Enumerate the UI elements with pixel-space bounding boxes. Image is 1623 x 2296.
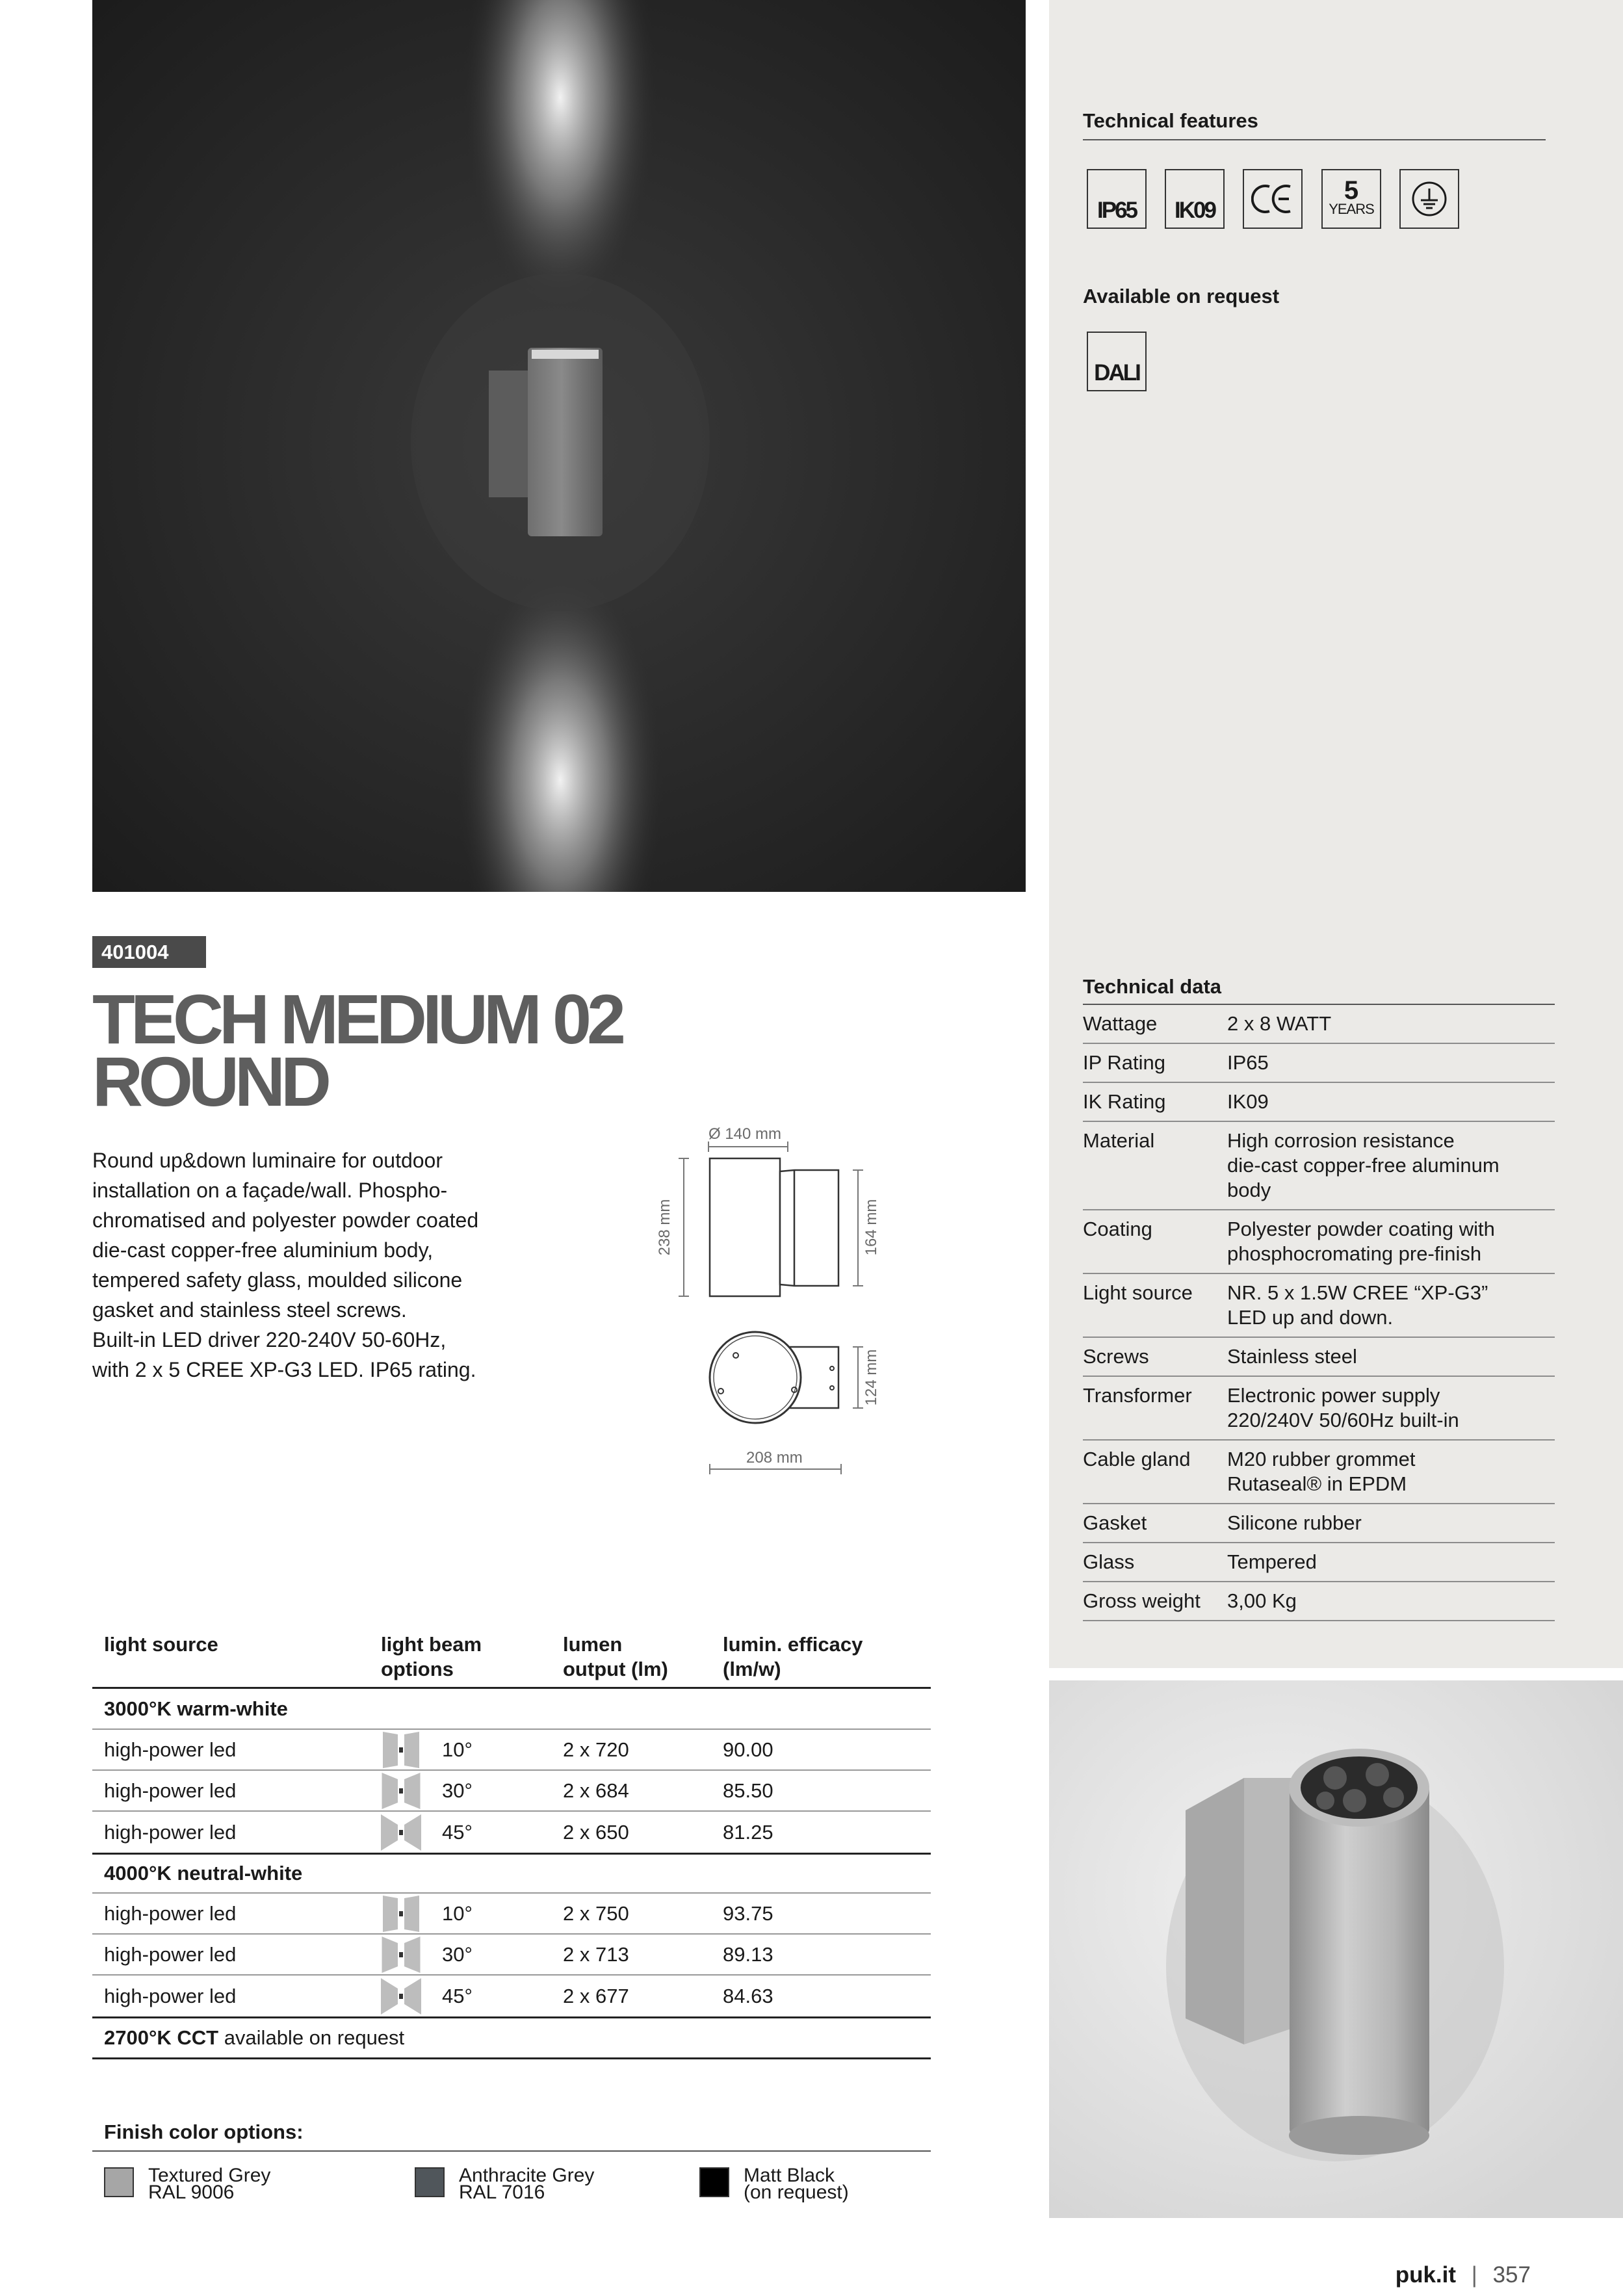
cell-lumen: 2 x 750 [563, 1901, 629, 1925]
table-row [92, 1812, 931, 1853]
cell-beam [381, 1773, 563, 1809]
cell-light-source: high-power led [104, 1779, 237, 1802]
cell-light-source: high-power led [104, 1738, 237, 1761]
tech-data-row [1083, 1377, 1555, 1441]
finish-label [148, 2167, 270, 2201]
tech-data-value [1227, 1128, 1555, 1203]
cell-beam [381, 1732, 563, 1768]
cct-note [92, 2016, 931, 2059]
beam-angle: 30° [442, 1779, 473, 1802]
tech-data-value [1227, 1344, 1555, 1369]
beam-angle: 10° [442, 1901, 473, 1925]
finish-label-line: RAL 9006 [148, 2182, 235, 2203]
product-code-badge: 401004 [92, 936, 206, 968]
finish-label [744, 2167, 849, 2201]
tech-data-row [1083, 1582, 1555, 1621]
earth-ground-icon [1399, 169, 1459, 229]
cell-lumen: 2 x 720 [563, 1738, 629, 1761]
light-beam-icon [381, 1978, 421, 2015]
ip65-icon: IP65 [1087, 169, 1147, 229]
tech-data-value-line: LED up and down. [1227, 1306, 1394, 1329]
cell-beam [381, 1937, 563, 1973]
tech-data-value-line: IP65 [1227, 1051, 1269, 1074]
description-line: Built-in LED driver 220-240V 50-60Hz, [92, 1328, 447, 1351]
tech-data-value-line: 220/240V 50/60Hz built-in [1227, 1409, 1459, 1431]
ik09-icon: IK09 [1165, 169, 1225, 229]
description-line: die-cast copper-free aluminium body, [92, 1238, 434, 1262]
tech-data-key: IK Rating [1083, 1090, 1166, 1113]
cell-efficacy: 81.25 [723, 1820, 773, 1844]
dali-icon: DALI [1087, 332, 1147, 391]
description-line: Round up&down luminaire for outdoor [92, 1149, 443, 1172]
tech-data-key: Gasket [1083, 1511, 1147, 1534]
tech-data-value-line: body [1227, 1179, 1271, 1201]
finish-title: Finish color options: [92, 2120, 931, 2152]
cell-efficacy: 84.63 [723, 1984, 773, 2007]
dim-total-height: 238 mm [656, 1199, 673, 1256]
finish-label-line: Matt Black [744, 2165, 835, 2186]
tech-data-value [1227, 1089, 1555, 1114]
color-temperature-group: 3000°K warm-white [92, 1689, 931, 1730]
cell-efficacy: 90.00 [723, 1738, 773, 1761]
finish-label-line: (on request) [744, 2182, 849, 2203]
dim-body-height: 164 mm [863, 1199, 880, 1256]
light-beam-icon [381, 1814, 421, 1851]
finish-color-options [92, 2120, 931, 2210]
warranty-5-years-icon: 5 YEARS [1321, 169, 1381, 229]
table-row [92, 1894, 931, 1935]
tech-data-value-line: 3,00 Kg [1227, 1589, 1297, 1612]
tech-data-key: Light source [1083, 1281, 1193, 1304]
tech-data-row [1083, 1005, 1555, 1044]
cell-lumen: 2 x 650 [563, 1820, 629, 1844]
tech-data-value-line: Stainless steel [1227, 1345, 1357, 1368]
tech-data-value [1227, 1589, 1555, 1613]
technical-features-title: Technical features [1083, 109, 1258, 132]
tech-data-value-line: Electronic power supply [1227, 1384, 1440, 1407]
cell-beam [381, 1978, 563, 2015]
tech-data-value-line: M20 rubber grommet [1227, 1448, 1416, 1470]
cell-beam [381, 1896, 563, 1932]
tech-data-value [1227, 1550, 1555, 1574]
cell-beam [381, 1814, 563, 1851]
tech-data-key: IP Rating [1083, 1051, 1165, 1074]
available-on-request-title: Available on request [1083, 285, 1280, 307]
tech-data-key: Coating [1083, 1218, 1152, 1240]
tech-data-value-line: 2 x 8 WATT [1227, 1012, 1332, 1035]
cct-note-text: available on request [218, 2026, 405, 2049]
tech-data-value-line: Rutaseal® in EPDM [1227, 1472, 1407, 1495]
description-line: tempered safety glass, moulded silicone [92, 1268, 463, 1292]
header-light-source: light source [104, 1633, 218, 1656]
cell-lumen: 2 x 713 [563, 1942, 629, 1966]
finish-option [699, 2167, 849, 2201]
beam-angle: 30° [442, 1942, 473, 1966]
tech-data-key: Wattage [1083, 1012, 1158, 1035]
page-number: 357 [1492, 2262, 1531, 2288]
tech-data-value-line: High corrosion resistance [1227, 1129, 1455, 1152]
tech-data-row [1083, 1210, 1555, 1274]
product-title [92, 980, 622, 1121]
beam-angle: 45° [442, 1820, 473, 1844]
tech-data-row [1083, 1504, 1555, 1543]
product-description [92, 1145, 560, 1385]
tech-data-key: Transformer [1083, 1384, 1192, 1407]
luminaire-body [528, 348, 603, 536]
finish-option [104, 2167, 270, 2201]
page-footer [1396, 2262, 1531, 2288]
product-render-photo [1049, 1680, 1623, 2218]
tech-data-row [1083, 1083, 1555, 1122]
tech-data-value [1227, 1217, 1555, 1266]
footer-separator: | [1471, 2262, 1477, 2288]
description-line: installation on a façade/wall. Phospho- [92, 1179, 448, 1202]
finish-label [459, 2167, 594, 2201]
technical-data-table [1083, 975, 1555, 1621]
color-swatch [104, 2167, 134, 2197]
light-beam-icon [381, 1896, 421, 1932]
color-swatch [699, 2167, 729, 2197]
cell-efficacy: 85.50 [723, 1779, 773, 1802]
tech-data-value-line: Silicone rubber [1227, 1511, 1362, 1534]
finish-label-line: Textured Grey [148, 2165, 271, 2186]
tech-data-key: Cable gland [1083, 1448, 1191, 1470]
cell-light-source: high-power led [104, 1820, 237, 1844]
tech-data-value [1227, 1050, 1555, 1075]
dim-width: 208 mm [746, 1449, 803, 1467]
color-swatch [415, 2167, 445, 2197]
tech-data-key: Glass [1083, 1550, 1135, 1573]
color-temperature-group: 4000°K neutral-white [92, 1853, 931, 1894]
light-beam-icon [381, 1732, 421, 1768]
tech-data-value [1227, 1447, 1555, 1496]
light-beam-icon [381, 1773, 421, 1809]
table-row [92, 1730, 931, 1771]
tech-data-row [1083, 1122, 1555, 1210]
tech-data-row [1083, 1543, 1555, 1582]
cell-efficacy: 89.13 [723, 1942, 773, 1966]
tech-data-key: Material [1083, 1129, 1155, 1152]
cct-note-bold: 2700°K CCT [104, 2026, 219, 2049]
cell-lumen: 2 x 684 [563, 1779, 629, 1802]
tech-data-row [1083, 1441, 1555, 1504]
table-row [92, 1976, 931, 2016]
beam-angle: 10° [442, 1738, 473, 1761]
cell-efficacy: 93.75 [723, 1901, 773, 1925]
tech-data-value [1227, 1511, 1555, 1535]
technical-data-title: Technical data [1083, 975, 1555, 1005]
cell-light-source: high-power led [104, 1901, 237, 1925]
tech-data-value-line: IK09 [1227, 1090, 1269, 1113]
tech-data-row [1083, 1338, 1555, 1377]
tech-data-row [1083, 1274, 1555, 1338]
table-header [92, 1628, 931, 1689]
tech-data-row [1083, 1044, 1555, 1083]
header-beam-options: light beam options [381, 1633, 482, 1680]
divider [1083, 139, 1546, 140]
finish-option [415, 2167, 594, 2201]
dim-diameter: Ø 140 mm [708, 1125, 782, 1143]
tech-data-value-line: NR. 5 x 1.5W CREE “XP-G3” [1227, 1281, 1488, 1304]
description-line: gasket and stainless steel screws. [92, 1298, 407, 1322]
finish-label-line: Anthracite Grey [459, 2165, 595, 2186]
tech-data-value [1227, 1011, 1555, 1036]
product-title-line-2: ROUND [92, 1042, 327, 1121]
header-efficacy: lumin. efficacy (lm/w) [723, 1633, 863, 1680]
tech-data-value-line: Polyester powder coating with [1227, 1218, 1495, 1240]
tech-data-value-line: phosphocromating pre-finish [1227, 1242, 1482, 1265]
table-row [92, 1771, 931, 1812]
cell-light-source: high-power led [104, 1942, 237, 1966]
ce-mark-icon [1243, 169, 1303, 229]
dimension-drawing [643, 1118, 916, 1482]
dim-depth: 124 mm [863, 1349, 880, 1406]
tech-data-key: Gross weight [1083, 1589, 1201, 1612]
tech-data-key: Screws [1083, 1345, 1149, 1368]
tech-data-value-line: die-cast copper-free aluminum [1227, 1154, 1500, 1177]
product-hero-photo [92, 0, 1026, 892]
tech-data-value-line: Tempered [1227, 1550, 1317, 1573]
site-name: puk.it [1395, 2262, 1457, 2288]
lumen-output-table [92, 1628, 931, 2059]
finish-label-line: RAL 7016 [459, 2182, 545, 2203]
product-title-line-1: TECH MEDIUM 02 [92, 980, 622, 1058]
cell-lumen: 2 x 677 [563, 1984, 629, 2007]
description-line: chromatised and polyester powder coated [92, 1208, 479, 1232]
light-beam-icon [381, 1937, 421, 1973]
tech-data-value [1227, 1281, 1555, 1330]
tech-data-value [1227, 1383, 1555, 1433]
cell-light-source: high-power led [104, 1984, 237, 2007]
beam-angle: 45° [442, 1984, 473, 2007]
description-line: with 2 x 5 CREE XP-G3 LED. IP65 rating. [92, 1358, 476, 1381]
header-lumen-output: lumen output (lm) [563, 1633, 668, 1680]
table-row [92, 1935, 931, 1976]
